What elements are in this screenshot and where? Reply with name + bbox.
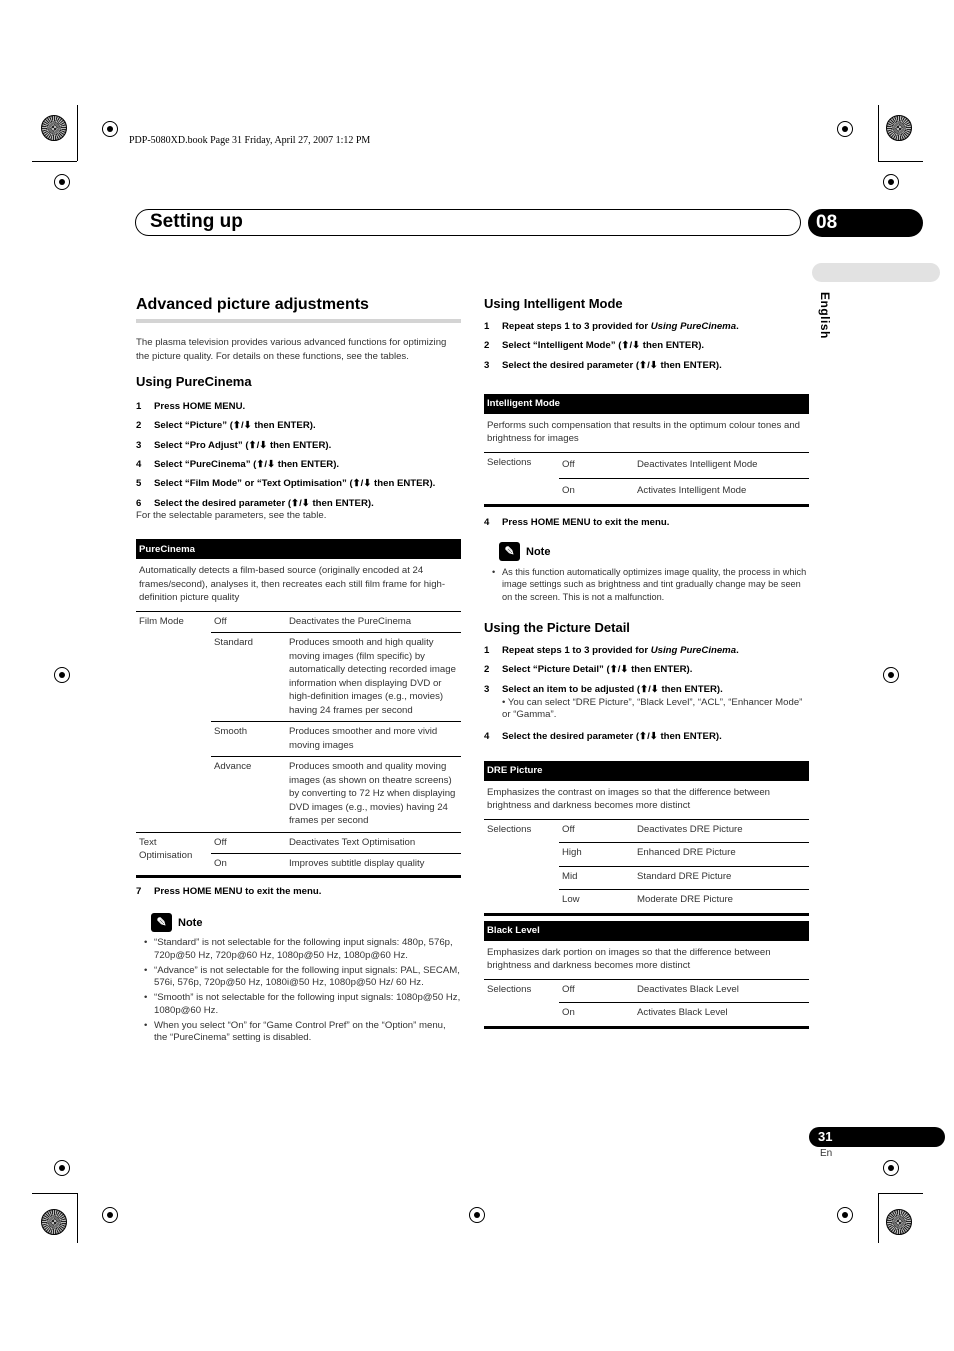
table-description: Emphasizes the contrast on images so that the difference between brightness and darkness becomes more distinct (487, 786, 771, 812)
option-cell: Off (559, 819, 634, 843)
row-label: Selections (484, 452, 559, 505)
language-tab (812, 263, 940, 282)
intro-paragraph: The plasma television provides various advanced functions for optimizing the picture quality. For details on these functions, see the tables. (136, 337, 447, 362)
option-cell: Off (211, 611, 286, 633)
row-label: Selections (484, 979, 559, 1027)
purecinema-heading: Using PureCinema (136, 374, 252, 389)
registration-mark-icon (102, 121, 118, 137)
picture-detail-steps (484, 641, 809, 697)
table-header: Intelligent Mode (484, 394, 809, 414)
page-title: Advanced picture adjustments (136, 296, 461, 323)
table-header: PureCinema (136, 539, 461, 559)
note-item: • “Smooth” is not selectable for the following input signals: 1080p@50 Hz, 1080p@60 Hz. (154, 992, 461, 1017)
option-cell: Off (211, 832, 286, 854)
note-list (136, 937, 461, 1044)
desc-cell: Produces smoother and more vivid moving images (286, 722, 461, 757)
option-cell: Off (559, 979, 634, 1003)
registration-mark-icon (102, 1207, 118, 1223)
purecinema-table (136, 539, 461, 878)
step-item: 2 Select “Intelligent Mode” (⬆/⬇ then ENTER). (484, 340, 705, 352)
registration-mark-icon (54, 1160, 70, 1176)
desc-cell: Standard DRE Picture (634, 866, 809, 890)
picture-detail-heading: Using the Picture Detail (484, 620, 630, 636)
intelligent-steps (484, 317, 809, 375)
option-cell: High (559, 843, 634, 867)
option-cell: On (559, 1003, 634, 1028)
chapter-number: 08 (808, 209, 923, 237)
option-cell: Off (559, 452, 634, 479)
file-info: PDP-5080XD.book Page 31 Friday, April 27, 2007 1:12 PM (129, 135, 371, 146)
left-column (136, 296, 461, 1048)
table-header: Black Level (484, 921, 809, 941)
item-selection-note: • You can select “DRE Picture”, “Black Level”, “ACL”, “Enhancer Mode” or “Gamma”. (502, 696, 803, 721)
step-item: 4 Select the desired parameter (⬆/⬇ then ENTER). (484, 730, 722, 742)
language-label: English (818, 292, 832, 339)
note-heading (499, 542, 809, 561)
option-cell: On (211, 854, 286, 877)
note-heading (151, 913, 461, 932)
table-reference: For the selectable parameters, see the table. (136, 510, 327, 522)
table-header: DRE Picture (484, 761, 809, 781)
intelligent-exit-step (484, 513, 809, 532)
desc-cell: Deactivates DRE Picture (634, 819, 809, 843)
step-item: 3 Select “Pro Adjust” (⬆/⬇ then ENTER). (136, 439, 332, 451)
pencil-note-icon: ✎ (499, 542, 520, 561)
table-description: Performs such compensation that results in the optimum colour tones and brightness for images (487, 419, 801, 445)
note-list (484, 566, 809, 603)
color-wheel-icon (886, 1209, 912, 1235)
step-item: 2 Select “Picture” (⬆/⬇ then ENTER). (136, 420, 316, 432)
step-item: 2 Select “Picture Detail” (⬆/⬇ then ENTER). (484, 664, 693, 676)
color-wheel-icon (41, 115, 67, 141)
option-cell: Standard (211, 633, 286, 722)
note-item: • As this function automatically optimizes image quality, the process in which image settings such as brightness and tint gradually change may be seen on the screen. This is not a malfunction. (502, 566, 809, 603)
black-level-table (484, 921, 809, 1029)
page-language-code: En (820, 1148, 833, 1159)
intelligent-heading: Using Intelligent Mode (484, 296, 623, 311)
registration-mark-icon (54, 174, 70, 190)
note-item: • “Standard” is not selectable for the following input signals: 480p, 576p, 720p@50 Hz, 720p@60 Hz, 1080p@50 Hz, 1080p@60 Hz. (154, 937, 461, 962)
picture-detail-final-step (484, 727, 809, 746)
intelligent-mode-table (484, 394, 809, 507)
note-item: • When you select “On” for “Game Control Pref” on the “Option” menu, the “PureCinema” setting is disabled. (154, 1020, 461, 1045)
desc-cell: Activates Black Level (634, 1003, 809, 1028)
table-description: Emphasizes dark portion on images so that the difference between brightness and darkness becomes more distinct (487, 946, 771, 972)
option-cell: On (559, 479, 634, 506)
registration-mark-icon (883, 1160, 899, 1176)
registration-mark-icon (837, 121, 853, 137)
row-label: Film Mode (136, 611, 211, 832)
desc-cell: Deactivates Black Level (634, 979, 809, 1003)
table-description: Automatically detects a film-based source (originally encoded at 24 frames/second), analyses it, then recreates each still film frame for high-definition picture quality (139, 565, 446, 604)
step-item: 5 Select “Film Mode” or “Text Optimisation” (⬆/⬇ then ENTER). (136, 478, 436, 490)
right-column (484, 296, 809, 1029)
note-label: Note (526, 545, 551, 558)
color-wheel-icon (886, 115, 912, 141)
desc-cell: Produces smooth and high quality moving images (film specific) by automatically detecting recorded image information when displaying DVD or high-definition images (e.g., movies) having 24 frames per second (286, 633, 461, 722)
option-cell: Mid (559, 866, 634, 890)
desc-cell: Deactivates the PureCinema (286, 611, 461, 633)
note-item: • “Advance” is not selectable for the following input signals: PAL, SECAM, 576i, 576p, 720p@50 Hz, 1080i@50 Hz, 1080p@50 Hz/ 60 Hz. (154, 965, 461, 990)
registration-mark-icon (837, 1207, 853, 1223)
option-cell: Advance (211, 757, 286, 833)
step-item: 3 Select the desired parameter (⬆/⬇ then ENTER). (484, 359, 722, 371)
purecinema-steps (136, 397, 461, 510)
registration-mark-icon (54, 667, 70, 683)
step-item: 7 Press HOME MENU to exit the menu. (136, 885, 322, 897)
color-wheel-icon (41, 1209, 67, 1235)
option-cell: Low (559, 890, 634, 915)
registration-mark-icon (883, 174, 899, 190)
step-item: 1 Press HOME MENU. (136, 401, 246, 412)
desc-cell: Enhanced DRE Picture (634, 843, 809, 867)
step-item: 4 Select “PureCinema” (⬆/⬇ then ENTER). (136, 458, 340, 470)
pencil-note-icon: ✎ (151, 913, 172, 932)
note-label: Note (178, 916, 203, 929)
option-cell: Smooth (211, 722, 286, 757)
step-item: 4 Press HOME MENU to exit the menu. (484, 516, 670, 528)
registration-mark-icon (469, 1207, 485, 1223)
desc-cell: Deactivates Text Optimisation (286, 832, 461, 854)
desc-cell: Deactivates Intelligent Mode (634, 452, 809, 479)
step-item: 6 Select the desired parameter (⬆/⬇ then ENTER). (136, 498, 374, 510)
purecinema-exit-step (136, 882, 461, 901)
desc-cell: Produces smooth and quality moving images (as shown on theatre screens) by converting to 72 Hz when displaying DVD images (e.g., movies) having 24 frames per second (286, 757, 461, 833)
desc-cell: Activates Intelligent Mode (634, 479, 809, 506)
step-item: 1 Repeat steps 1 to 3 provided for Using PureCinema. (484, 645, 739, 657)
desc-cell: Improves subtitle display quality (286, 854, 461, 877)
step-item: 1 Repeat steps 1 to 3 provided for Using PureCinema. (484, 321, 739, 332)
row-label: Text Optimisation (136, 832, 211, 876)
section-title: Setting up (150, 211, 243, 232)
registration-mark-icon (883, 667, 899, 683)
desc-cell: Moderate DRE Picture (634, 890, 809, 915)
dre-picture-table (484, 761, 809, 916)
step-item: 3 Select an item to be adjusted (⬆/⬇ then ENTER). (484, 683, 723, 695)
row-label: Selections (484, 819, 559, 914)
page-number: 31 (809, 1127, 945, 1147)
